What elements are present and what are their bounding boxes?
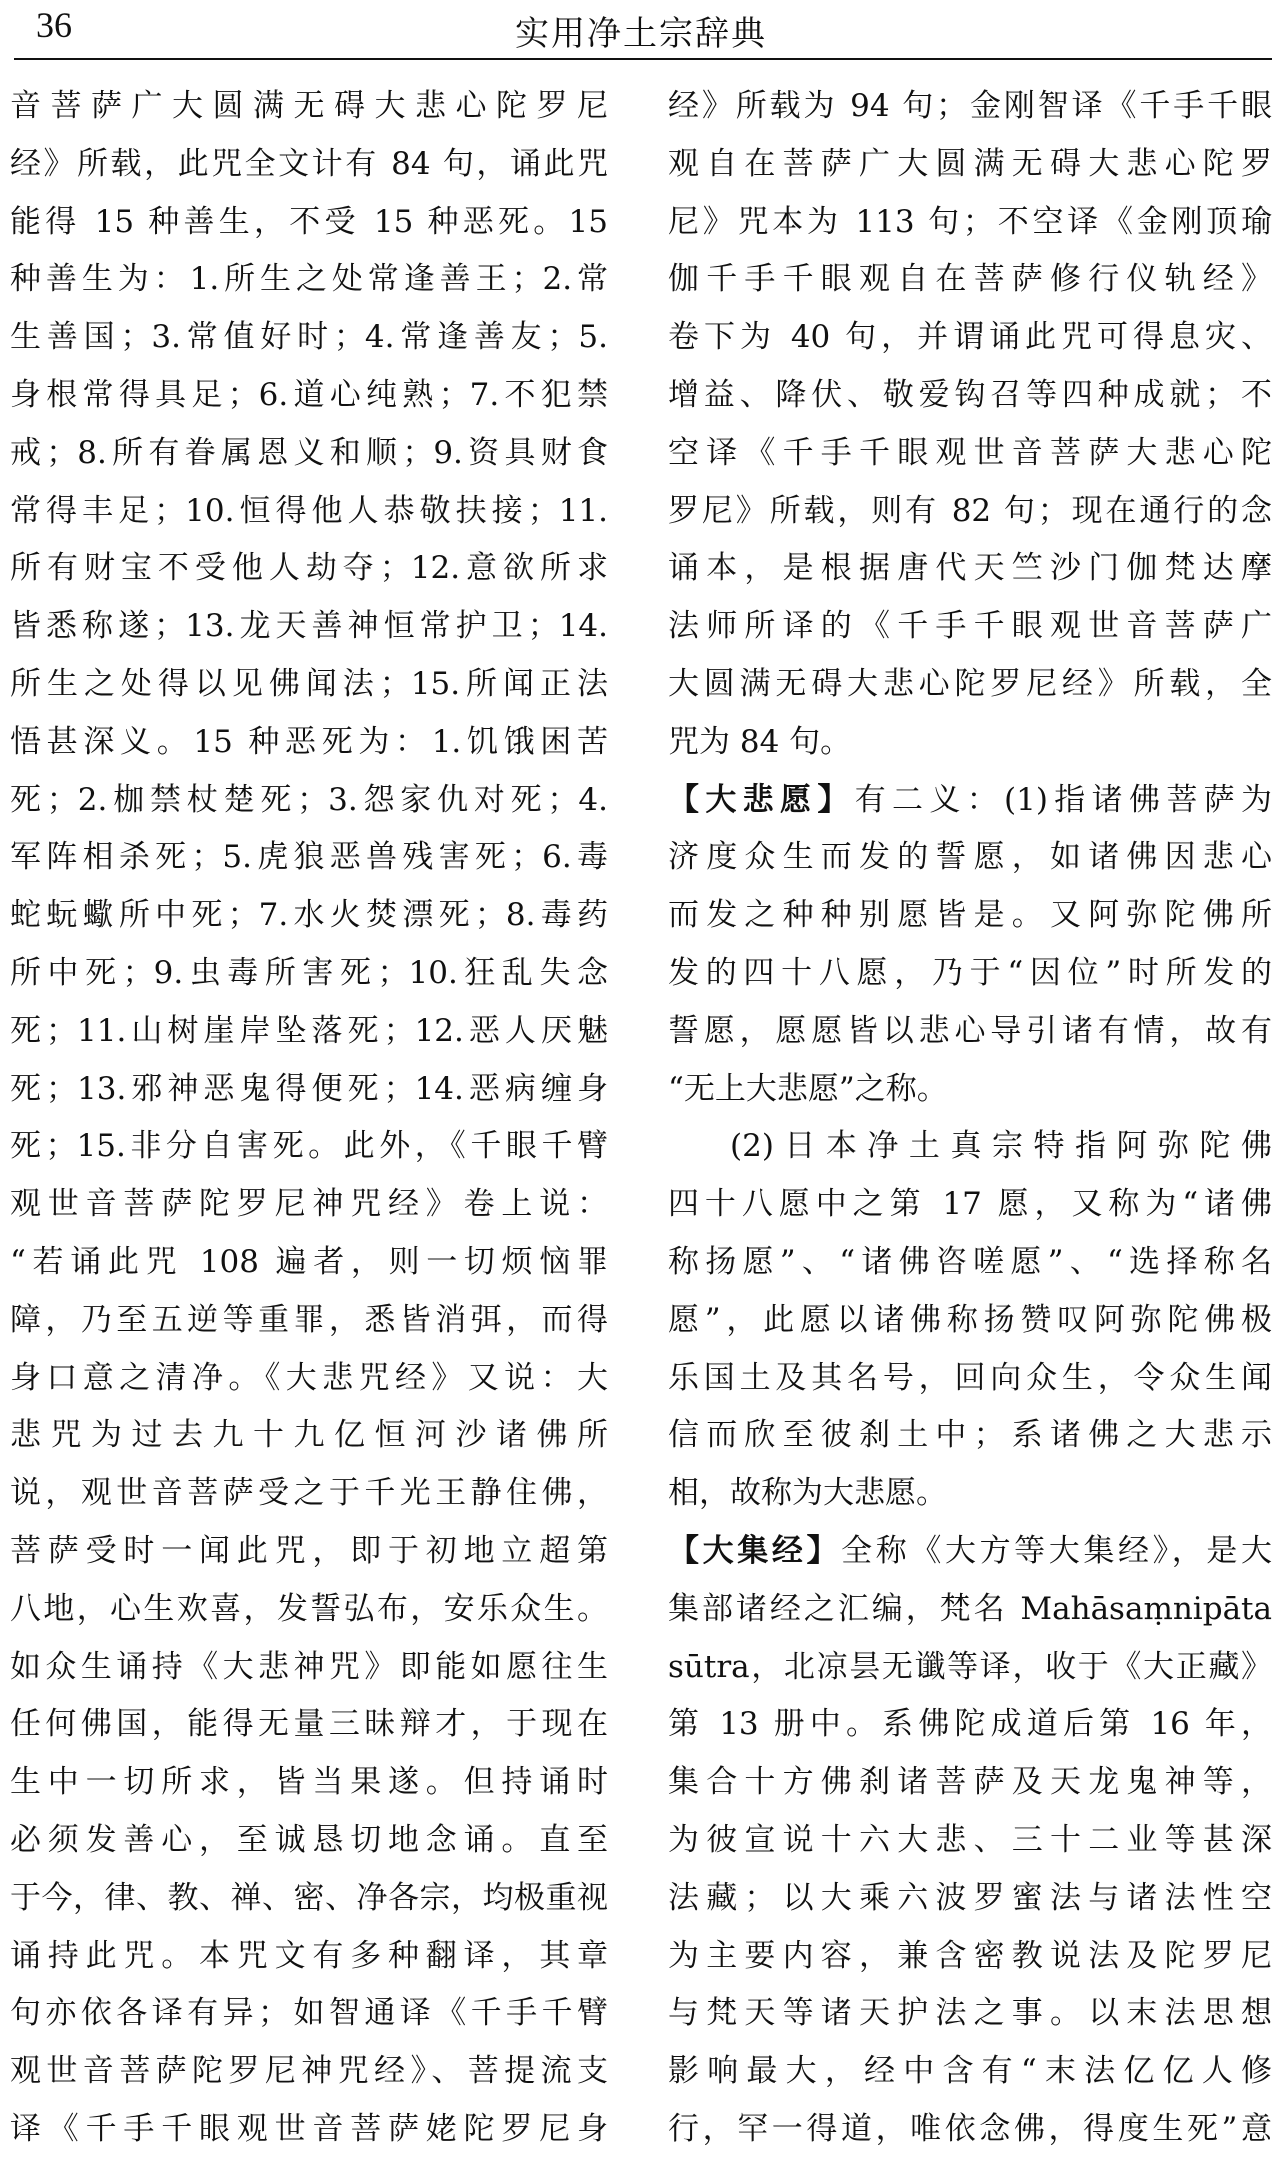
line-text: 悟甚深义。15 种恶死为：1.饥饿困苦 [10,723,608,760]
text-line [10,367,608,425]
text-line [668,1407,1272,1465]
page-header [0,0,1282,70]
line-text: 为主要内容，兼含密教说法及陀罗尼 [668,1937,1272,1974]
text-line [668,1812,1272,1870]
text-line [668,656,1272,714]
line-text: 诵持此咒。本咒文有多种翻译，其章 [10,1937,608,1974]
text-line [10,309,608,367]
line-text: 皆悉称遂；13.龙天善神恒常护卫；14. [10,608,608,645]
line-text: 大圆满无碍大悲心陀罗尼经》所载，全 [668,665,1272,702]
line-text: 死；15.非分自害死。此外，《千眼千臂 [10,1128,608,1165]
line-text: (2)日本净土真宗特指阿弥陀佛 [730,1128,1272,1165]
line-text: 愿”，此愿以诸佛称扬赞叹阿弥陀佛极 [668,1301,1272,1338]
line-text: 八地，心生欢喜，发誓弘布，安乐众生。 [10,1590,608,1627]
text-line [10,656,608,714]
line-text: 与梵天等诸天护法之事。以末法思想 [668,1995,1272,2032]
text-line [10,829,608,887]
line-text: 经》所载为 94 句；金刚智译《千手千眼 [668,88,1272,124]
text-line [10,483,608,541]
text-line [10,1812,608,1870]
text-line [10,1003,608,1061]
line-text: 称扬愿”、“诸佛咨嗟愿”、“选择称名 [668,1243,1272,1280]
text-line [10,1581,608,1639]
line-text: 死；13.邪神恶鬼得便死；14.恶病缠身 [10,1070,608,1107]
line-text: 行，罕一得道，唯依念佛，得度生死”意 [668,2110,1272,2147]
line-text: 必须发善心，至诚恳切地念诵。直至 [10,1821,608,1858]
text-line [668,78,1272,136]
text-line [10,887,608,945]
text-line [668,1581,1272,1639]
text-line [668,540,1272,598]
left-column [10,78,608,2159]
text-line [10,1118,608,1176]
text-line [10,540,608,598]
line-text: 四十八愿中之第 17 愿，又称为“诸佛 [668,1186,1272,1223]
text-line [668,1292,1272,1350]
text-line [10,1870,608,1928]
line-text: 法藏；以大乘六波罗蜜法与诸法性空 [668,1879,1272,1916]
text-line [10,598,608,656]
page-number: 36 [36,5,72,45]
line-text: 发的四十八愿，乃于“因位”时所发的 [668,954,1272,991]
text-line [10,1754,608,1812]
line-text: 说，观世音菩萨受之于千光王静住佛， [10,1475,608,1512]
text-line [668,1350,1272,1408]
text-line [10,1407,608,1465]
line-text: 音菩萨广大圆满无碍大悲心陀罗尼 [10,88,608,124]
line-text: 死；11.山树崖岸坠落死；12.恶人厌魅 [10,1012,608,1049]
line-text: 集合十方佛刹诸菩萨及天龙鬼神等， [668,1764,1272,1801]
text-line [10,78,608,136]
line-text: 于今，律、教、禅、密、净各宗，均极重视 [10,1879,608,1916]
text-line [668,2043,1272,2101]
text-line [668,887,1272,945]
text-line [10,194,608,252]
line-text: 身口意之清净。《大悲咒经》又说：大 [10,1359,608,1396]
text-line [668,1754,1272,1812]
line-text: 经》所载，此咒全文计有 84 句，诵此咒 [10,145,608,182]
line-text: 尼》咒本为 113 句；不空译《金刚顶瑜 [668,203,1272,240]
line-text: 观世音菩萨陀罗尼神咒经》卷上说： [10,1186,608,1223]
line-text: 增益、降伏、敬爱钩召等四种成就；不 [668,376,1272,413]
text-line [10,714,608,772]
text-line [10,1176,608,1234]
text-line [10,1928,608,1986]
text-line [10,425,608,483]
text-line [10,1061,608,1119]
text-line [10,1639,608,1697]
line-text: 集部诸经之汇编，梵名 Mahāsaṃnipāta [668,1590,1272,1627]
line-text: 咒为 84 句。 [668,723,852,760]
line-text: 如众生诵持《大悲神咒》即能如愿往生 [10,1648,608,1685]
text-line [668,483,1272,541]
text-line [10,945,608,1003]
text-line [668,1523,1272,1581]
text-line [668,1985,1272,2043]
text-line [10,136,608,194]
line-text: 罗尼》所载，则有 82 句；现在通行的念 [668,492,1272,529]
text-line [668,309,1272,367]
line-text: 任何佛国，能得无量三昧辩才，于现在 [10,1706,608,1743]
line-text: 悲咒为过去九十九亿恒河沙诸佛所 [10,1417,608,1454]
line-text: “无上大悲愿”之称。 [668,1070,948,1107]
line-text: 戒；8.所有眷属恩义和顺；9.资具财食 [10,434,608,471]
line-text: 死；2.枷禁杖楚死；3.怨家仇对死；4. [10,781,608,818]
text-line [668,1176,1272,1234]
text-line [668,829,1272,887]
running-title: 实用净土宗辞典 [515,14,767,54]
line-text: 障，乃至五逆等重罪，悉皆消弭，而得 [10,1301,608,1338]
line-text: 句亦依各译有异；如智通译《千手千臂 [10,1995,608,2032]
line-text: 所有财宝不受他人劫夺；12.意欲所求 [10,550,608,587]
line-text: “若诵此咒 108 遍者，则一切烦恼罪 [10,1243,608,1280]
line-text: 乐国土及其名号，回向众生，令众生闻 [668,1359,1272,1396]
text-line [668,945,1272,1003]
text-line [10,2043,608,2101]
text-line [668,1234,1272,1292]
line-text: 身根常得具足；6.道心纯熟；7.不犯禁 [10,376,608,413]
line-text: 卷下为 40 句，并谓诵此咒可得息灾、 [668,319,1272,356]
text-line [668,251,1272,309]
line-text: 译《千手千眼观世音菩萨姥陀罗尼身 [10,2110,608,2147]
text-line [668,772,1272,830]
line-text: 观世音菩萨陀罗尼神咒经》、菩提流支 [10,2053,608,2090]
text-line [668,425,1272,483]
line-text: 常得丰足；10.恒得他人恭敬扶接；11. [10,492,608,529]
line-text: sūtra，北凉昙无谶等译，收于《大正藏》 [668,1648,1272,1685]
line-text: 有二义：(1)指诸佛菩萨为 [854,781,1272,818]
text-line [668,1870,1272,1928]
line-text: 军阵相杀死；5.虎狼恶兽残害死；6.毒 [10,839,608,876]
line-text: 所生之处得以见佛闻法；15.所闻正法 [10,665,608,702]
line-text: 生中一切所求，皆当果遂。但持诵时 [10,1764,608,1801]
text-line [668,367,1272,425]
line-text: 所中死；9.虫毒所害死；10.狂乱失念 [10,954,608,991]
text-line [10,251,608,309]
line-text: 观自在菩萨广大圆满无碍大悲心陀罗 [668,145,1272,182]
right-column [668,78,1272,2159]
text-line [668,598,1272,656]
line-text: 誓愿，愿愿皆以悲心导引诸有情，故有 [668,1012,1272,1049]
text-line [10,1350,608,1408]
text-line [10,2101,608,2159]
line-text: 能得 15 种善生，不受 15 种恶死。15 [10,203,608,240]
header-rule [14,58,1272,60]
text-line [668,714,1272,772]
text-line [668,1696,1272,1754]
text-line [668,194,1272,252]
line-text: 济度众生而发的誓愿，如诸佛因悲心 [668,839,1272,876]
text-line [668,1118,1272,1176]
text-line [10,1985,608,2043]
line-text: 菩萨受时一闻此咒，即于初地立超第 [10,1532,608,1569]
line-text: 空译《千手千眼观世音菩萨大悲心陀 [668,434,1272,471]
text-line [10,1523,608,1581]
text-line [10,1465,608,1523]
text-line [668,2101,1272,2159]
line-text: 影响最大，经中含有“末法亿亿人修 [668,2053,1272,2090]
line-text: 而发之种种别愿皆是。又阿弥陀佛所 [668,897,1272,934]
line-text: 相，故称为大悲愿。 [668,1475,947,1512]
line-text: 种善生为：1.所生之处常逢善王；2.常 [10,261,608,298]
text-line [10,1696,608,1754]
line-text: 伽千手千眼观自在菩萨修行仪轨经》 [668,261,1272,298]
line-text: 蛇蚖蠍所中死；7.水火焚漂死；8.毒药 [10,897,608,934]
line-text: 为彼宣说十六大悲、三十二业等甚深 [668,1821,1272,1858]
text-line [668,1928,1272,1986]
entry-headword: 【大悲愿】 [668,781,855,818]
line-text: 信而欣至彼刹土中；系诸佛之大悲示 [668,1417,1272,1454]
text-line [668,1639,1272,1697]
text-line [668,1061,1272,1119]
text-line [10,1234,608,1292]
line-text: 第 13 册中。系佛陀成道后第 16 年， [668,1706,1272,1743]
line-text: 法师所译的《千手千眼观世音菩萨广 [668,608,1272,645]
line-text: 诵本，是根据唐代天竺沙门伽梵达摩 [668,550,1272,587]
text-line [668,1003,1272,1061]
line-text: 生善国；3.常值好时；4.常逢善友；5. [10,319,608,356]
entry-headword: 【大集经】 [668,1532,842,1569]
text-line [10,1292,608,1350]
text-line [10,772,608,830]
line-text: 全称《大方等大集经》，是大 [841,1532,1272,1569]
text-line [668,1465,1272,1523]
text-line [668,136,1272,194]
